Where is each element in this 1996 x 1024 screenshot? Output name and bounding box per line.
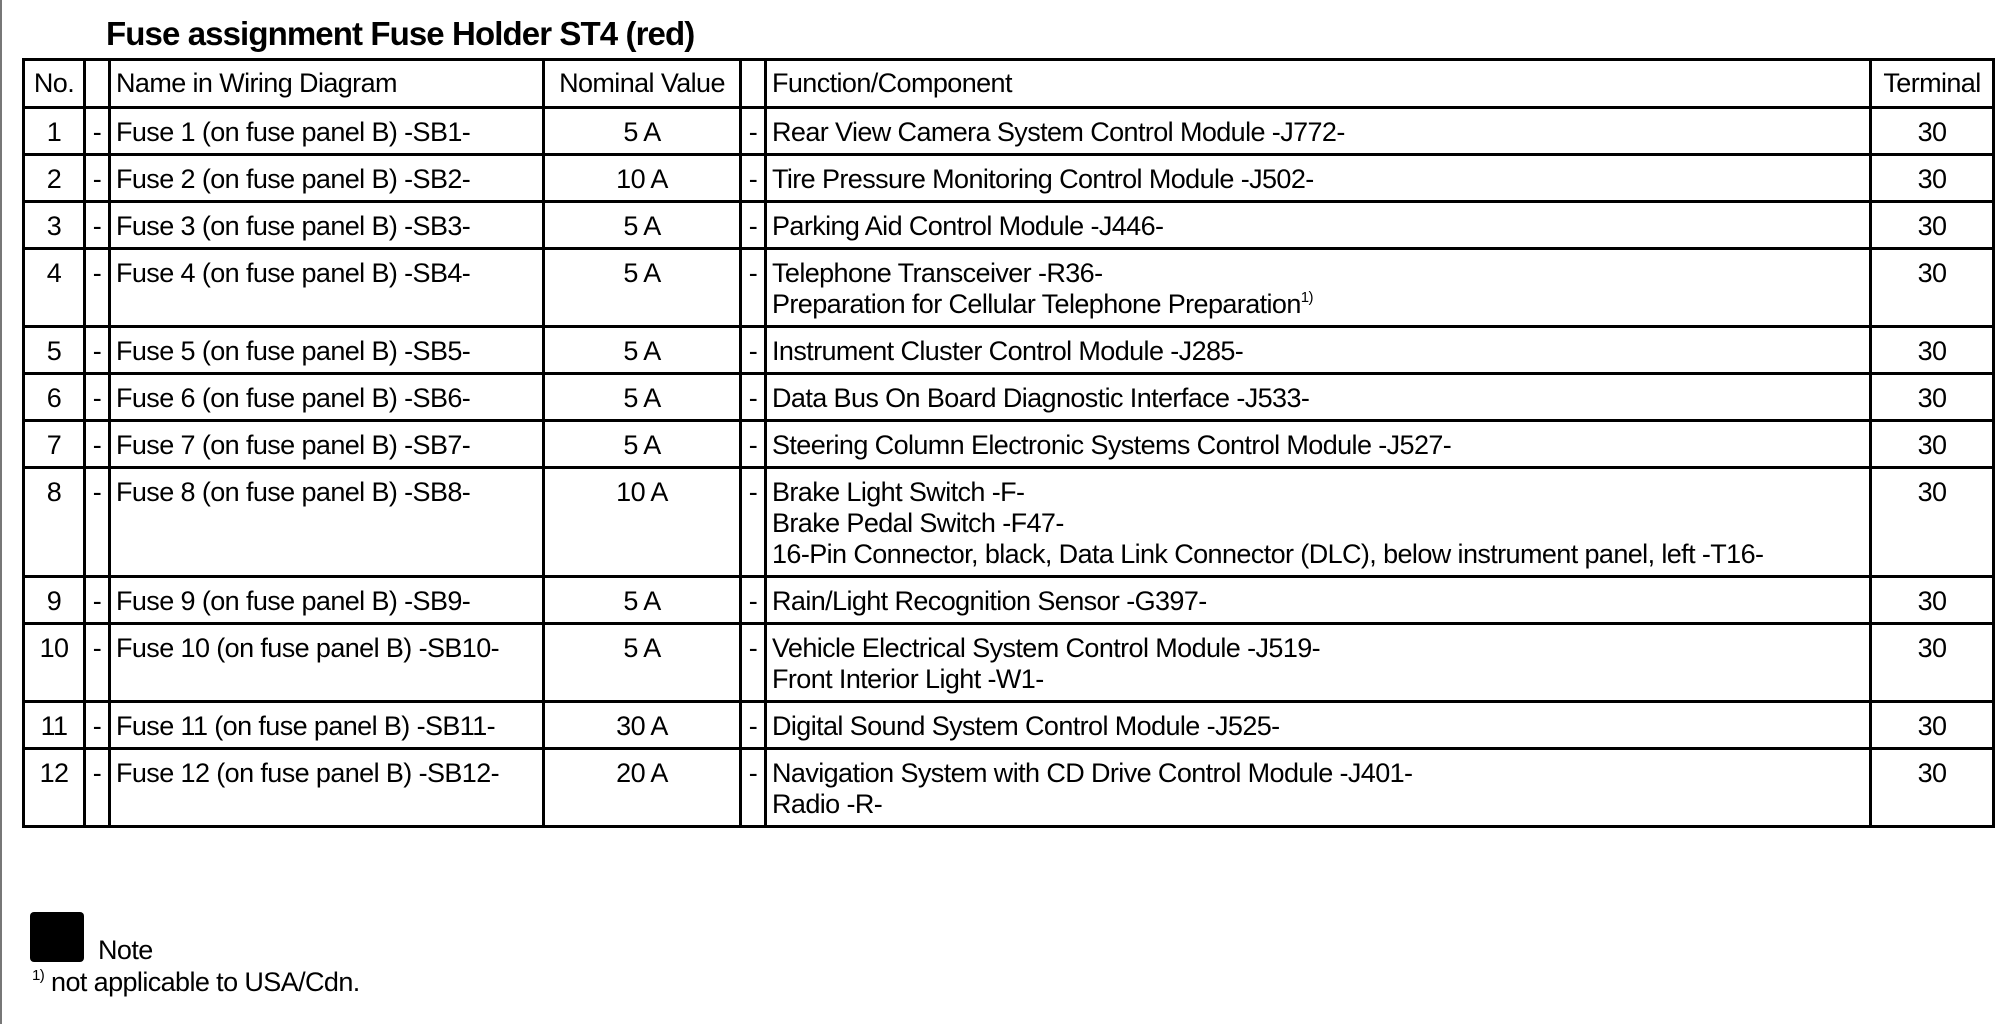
function-line — [772, 430, 1864, 461]
cell-nominal-value: 10 A — [544, 468, 741, 577]
table-row — [24, 155, 1994, 202]
cell-name: Fuse 4 (on fuse panel B) -SB4- — [110, 249, 544, 327]
cell-nominal-value: 10 A — [544, 155, 741, 202]
cell-separator: - — [741, 749, 766, 827]
cell-nominal-value: 30 A — [544, 702, 741, 749]
function-line — [772, 508, 1864, 539]
cell-separator: - — [741, 202, 766, 249]
cell-nominal-value: 5 A — [544, 202, 741, 249]
cell-terminal: 30 — [1871, 374, 1994, 421]
function-line — [772, 664, 1864, 695]
header-no: No. — [24, 60, 85, 108]
cell-function — [766, 249, 1871, 327]
cell-terminal: 30 — [1871, 702, 1994, 749]
footnote-text: not applicable to USA/Cdn. — [44, 967, 360, 997]
function-text: Rain/Light Recognition Sensor -G397- — [772, 586, 1207, 616]
function-text: Brake Pedal Switch -F47- — [772, 508, 1064, 538]
cell-name: Fuse 11 (on fuse panel B) -SB11- — [110, 702, 544, 749]
cell-separator: - — [741, 702, 766, 749]
function-line — [772, 711, 1864, 742]
cell-function — [766, 327, 1871, 374]
cell-function — [766, 624, 1871, 702]
function-line — [772, 758, 1864, 789]
header-nominal-value: Nominal Value — [544, 60, 741, 108]
function-text: Instrument Cluster Control Module -J285- — [772, 336, 1244, 366]
cell-nominal-value: 5 A — [544, 374, 741, 421]
cell-separator: - — [741, 374, 766, 421]
table-row — [24, 374, 1994, 421]
cell-terminal: 30 — [1871, 108, 1994, 155]
function-text: Digital Sound System Control Module -J525- — [772, 711, 1280, 741]
footnote-mark: 1) — [32, 967, 45, 984]
header-spacer — [85, 60, 110, 108]
table-row — [24, 577, 1994, 624]
fuse-table-body — [24, 108, 1994, 827]
table-row — [24, 327, 1994, 374]
function-text: Radio -R- — [772, 789, 883, 819]
cell-terminal: 30 — [1871, 249, 1994, 327]
function-text: 16-Pin Connector, black, Data Link Connector (DLC), below instrument panel, left -T16- — [772, 539, 1764, 569]
cell-separator: - — [85, 749, 110, 827]
function-line — [772, 789, 1864, 820]
cell-name: Fuse 2 (on fuse panel B) -SB2- — [110, 155, 544, 202]
cell-no: 9 — [24, 577, 85, 624]
cell-name: Fuse 8 (on fuse panel B) -SB8- — [110, 468, 544, 577]
cell-separator: - — [741, 108, 766, 155]
function-text: Steering Column Electronic Systems Control Module -J527- — [772, 430, 1452, 460]
cell-separator: - — [85, 202, 110, 249]
cell-function — [766, 577, 1871, 624]
function-text: Tire Pressure Monitoring Control Module -J502- — [772, 164, 1314, 194]
cell-name: Fuse 5 (on fuse panel B) -SB5- — [110, 327, 544, 374]
header-spacer — [741, 60, 766, 108]
cell-name: Fuse 1 (on fuse panel B) -SB1- — [110, 108, 544, 155]
function-line — [772, 539, 1864, 570]
cell-separator: - — [85, 421, 110, 468]
cell-no: 6 — [24, 374, 85, 421]
table-header-row — [24, 60, 1994, 108]
cell-name: Fuse 10 (on fuse panel B) -SB10- — [110, 624, 544, 702]
cell-nominal-value: 5 A — [544, 624, 741, 702]
cell-no: 2 — [24, 155, 85, 202]
cell-separator: - — [741, 421, 766, 468]
cell-no: 7 — [24, 421, 85, 468]
note-block-icon — [30, 912, 84, 962]
cell-function — [766, 374, 1871, 421]
cell-name: Fuse 7 (on fuse panel B) -SB7- — [110, 421, 544, 468]
cell-separator: - — [85, 108, 110, 155]
function-line — [772, 336, 1864, 367]
table-row — [24, 202, 1994, 249]
cell-separator: - — [741, 468, 766, 577]
function-line — [772, 586, 1864, 617]
function-line — [772, 164, 1864, 195]
function-text: Data Bus On Board Diagnostic Interface -J533- — [772, 383, 1310, 413]
table-row — [24, 468, 1994, 577]
function-text: Front Interior Light -W1- — [772, 664, 1044, 694]
cell-no: 10 — [24, 624, 85, 702]
cell-function — [766, 468, 1871, 577]
cell-nominal-value: 5 A — [544, 249, 741, 327]
fuse-assignment-table — [22, 58, 1995, 828]
function-line — [772, 211, 1864, 242]
page-title: Fuse assignment Fuse Holder ST4 (red) — [106, 15, 695, 52]
function-text: Brake Light Switch -F- — [772, 477, 1025, 507]
cell-nominal-value: 5 A — [544, 108, 741, 155]
cell-terminal: 30 — [1871, 421, 1994, 468]
table-row — [24, 749, 1994, 827]
cell-terminal: 30 — [1871, 577, 1994, 624]
footnote — [32, 966, 360, 998]
cell-separator: - — [741, 577, 766, 624]
cell-no: 4 — [24, 249, 85, 327]
cell-separator: - — [85, 374, 110, 421]
cell-function — [766, 202, 1871, 249]
function-text: Navigation System with CD Drive Control Module -J401- — [772, 758, 1413, 788]
cell-no: 11 — [24, 702, 85, 749]
function-text: Preparation for Cellular Telephone Preparation — [772, 289, 1301, 319]
function-line — [772, 117, 1864, 148]
cell-separator: - — [741, 249, 766, 327]
header-name: Name in Wiring Diagram — [110, 60, 544, 108]
cell-separator: - — [85, 624, 110, 702]
cell-no: 8 — [24, 468, 85, 577]
table-row — [24, 702, 1994, 749]
function-line — [772, 258, 1864, 289]
cell-separator: - — [85, 249, 110, 327]
cell-separator: - — [85, 702, 110, 749]
function-text: Parking Aid Control Module -J446- — [772, 211, 1164, 241]
table-row — [24, 249, 1994, 327]
function-line — [772, 383, 1864, 414]
function-line — [772, 289, 1864, 320]
function-text: Telephone Transceiver -R36- — [772, 258, 1103, 288]
cell-no: 3 — [24, 202, 85, 249]
cell-separator: - — [85, 155, 110, 202]
cell-nominal-value: 5 A — [544, 327, 741, 374]
footnote-mark: 1) — [1300, 289, 1313, 306]
cell-name: Fuse 6 (on fuse panel B) -SB6- — [110, 374, 544, 421]
note-label: Note — [98, 935, 153, 965]
cell-separator: - — [741, 624, 766, 702]
function-text: Rear View Camera System Control Module -J772- — [772, 117, 1345, 147]
table-row — [24, 108, 1994, 155]
cell-no: 1 — [24, 108, 85, 155]
table-row — [24, 421, 1994, 468]
cell-terminal: 30 — [1871, 749, 1994, 827]
cell-nominal-value: 5 A — [544, 577, 741, 624]
cell-separator: - — [85, 577, 110, 624]
cell-nominal-value: 20 A — [544, 749, 741, 827]
cell-no: 12 — [24, 749, 85, 827]
left-margin-rule — [0, 0, 2, 1024]
cell-no: 5 — [24, 327, 85, 374]
cell-separator: - — [85, 468, 110, 577]
cell-nominal-value: 5 A — [544, 421, 741, 468]
header-function: Function/Component — [766, 60, 1871, 108]
cell-name: Fuse 12 (on fuse panel B) -SB12- — [110, 749, 544, 827]
header-terminal: Terminal — [1871, 60, 1994, 108]
cell-separator: - — [741, 155, 766, 202]
cell-function — [766, 108, 1871, 155]
cell-function — [766, 421, 1871, 468]
function-text: Vehicle Electrical System Control Module -J519- — [772, 633, 1321, 663]
cell-name: Fuse 9 (on fuse panel B) -SB9- — [110, 577, 544, 624]
cell-terminal: 30 — [1871, 155, 1994, 202]
cell-separator: - — [85, 327, 110, 374]
function-line — [772, 633, 1864, 664]
cell-function — [766, 749, 1871, 827]
cell-terminal: 30 — [1871, 468, 1994, 577]
function-line — [772, 477, 1864, 508]
cell-terminal: 30 — [1871, 202, 1994, 249]
cell-function — [766, 702, 1871, 749]
cell-function — [766, 155, 1871, 202]
cell-terminal: 30 — [1871, 327, 1994, 374]
cell-separator: - — [741, 327, 766, 374]
cell-terminal: 30 — [1871, 624, 1994, 702]
table-row — [24, 624, 1994, 702]
cell-name: Fuse 3 (on fuse panel B) -SB3- — [110, 202, 544, 249]
